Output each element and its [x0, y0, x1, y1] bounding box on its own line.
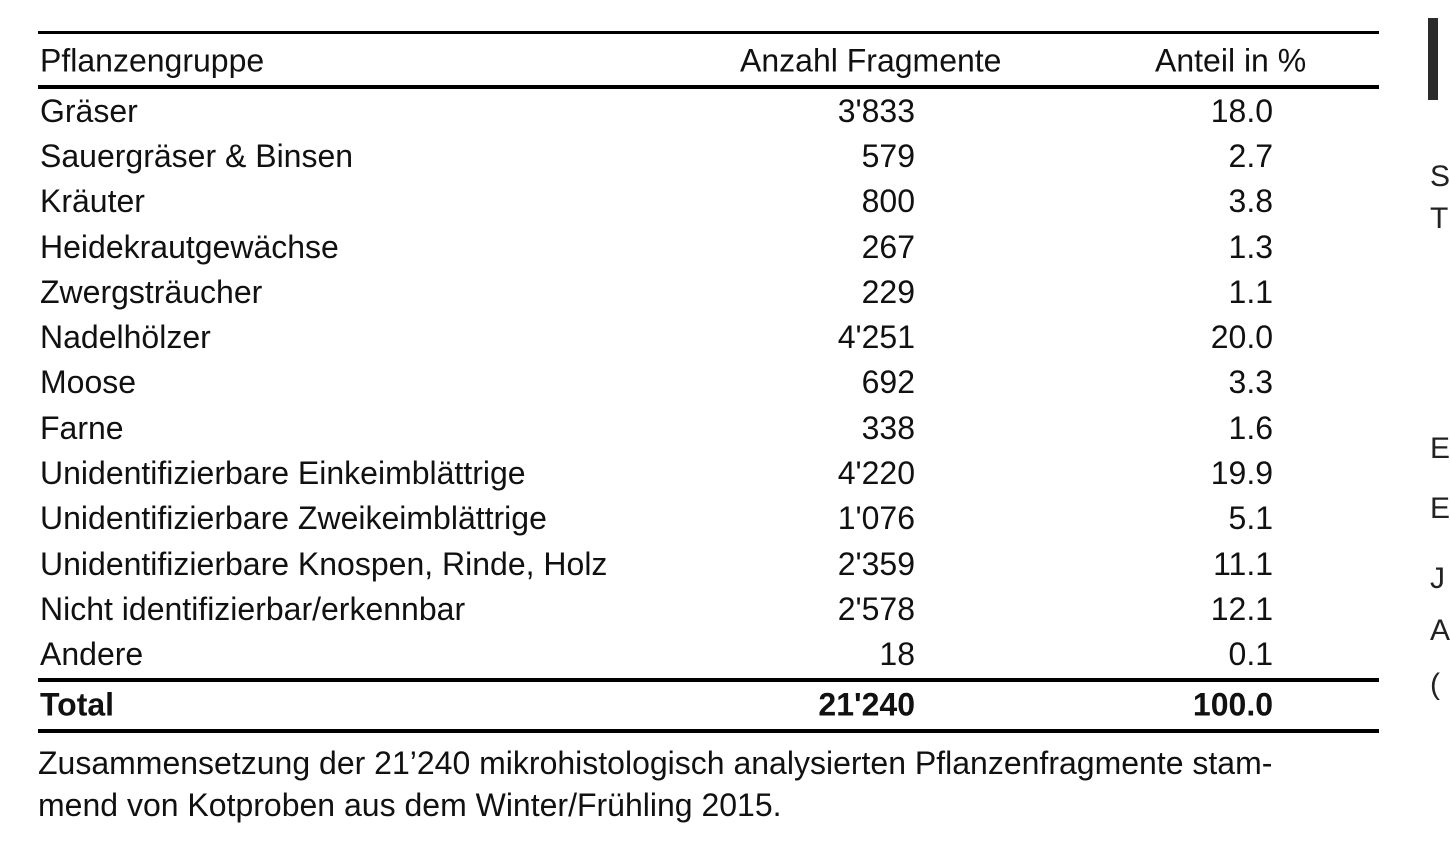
- cell-group: Kräuter: [40, 182, 145, 219]
- edge-fragment: J: [1430, 562, 1445, 595]
- cell-count: 338: [861, 409, 915, 446]
- table-row: [38, 633, 1379, 678]
- plant-fragment-table: [38, 31, 1379, 733]
- caption-line-2: mend von Kotproben aus dem Winter/Frühling 2015.: [38, 787, 782, 823]
- cell-share: 2.7: [1228, 137, 1273, 174]
- edge-fragment: E: [1430, 432, 1450, 465]
- cell-share: 3.3: [1228, 364, 1273, 401]
- cell-share: 20.0: [1210, 318, 1273, 355]
- cell-count: 1'076: [837, 500, 915, 537]
- cell-count: 692: [861, 364, 915, 401]
- header-group: Pflanzengruppe: [40, 42, 265, 79]
- table-total-row: [38, 682, 1379, 729]
- edge-fragment: S: [1430, 160, 1450, 193]
- cell-group: Andere: [40, 635, 144, 672]
- edge-fragment: (: [1430, 668, 1440, 701]
- cell-share: 0.1: [1228, 635, 1273, 672]
- edge-fragment: A: [1430, 614, 1450, 647]
- cell-group: Gräser: [40, 92, 138, 129]
- cell-count: 18: [879, 635, 915, 672]
- table-caption: [38, 742, 1368, 826]
- cell-group: Sauergräser & Binsen: [40, 137, 354, 174]
- cell-group: Nadelhölzer: [40, 318, 211, 355]
- edge-fragment: E: [1430, 492, 1450, 525]
- table-row: [38, 497, 1379, 542]
- cell-count: 4'220: [837, 454, 915, 491]
- header-count: Anzahl Fragmente: [740, 42, 1002, 79]
- cell-share: 3.8: [1228, 182, 1273, 219]
- cell-group: Nicht identifizierbar/erkennbar: [40, 590, 466, 627]
- cell-share: 1.3: [1228, 228, 1273, 265]
- header-share: Anteil in %: [1155, 42, 1307, 79]
- table-row: [38, 134, 1379, 179]
- table-header-row: [38, 34, 1379, 85]
- cell-count: 579: [861, 137, 915, 174]
- table-row: [38, 225, 1379, 270]
- table-bottom-rule: [38, 729, 1379, 733]
- cell-count: 267: [861, 228, 915, 265]
- cell-share: 18.0: [1210, 92, 1273, 129]
- table-row: [38, 406, 1379, 451]
- cell-share: 11.1: [1213, 545, 1273, 582]
- cell-share: 1.6: [1228, 409, 1273, 446]
- cell-group: Unidentifizierbare Knospen, Rinde, Holz: [40, 545, 608, 582]
- table-row: [38, 89, 1379, 134]
- cell-group: Zwergsträucher: [40, 273, 263, 310]
- table-row: [38, 587, 1379, 632]
- cell-count: 3'833: [837, 92, 915, 129]
- page-edge-bar: [1428, 18, 1438, 100]
- table-row: [38, 542, 1379, 587]
- total-count: 21'240: [818, 686, 915, 723]
- cell-group: Moose: [40, 364, 137, 401]
- cell-group: Farne: [40, 409, 124, 446]
- table-body: [38, 89, 1379, 678]
- total-share: 100.0: [1192, 686, 1273, 723]
- cell-share: 1.1: [1228, 273, 1273, 310]
- edge-fragment: T: [1430, 202, 1449, 235]
- table-row: [38, 315, 1379, 360]
- cell-group: Heidekrautgewächse: [40, 228, 339, 265]
- table-row: [38, 451, 1379, 496]
- caption-line-1: Zusammensetzung der 21’240 mikrohistologisch analysierten Pflanzenfragmente stam-: [38, 745, 1273, 781]
- cell-count: 2'578: [837, 590, 915, 627]
- cell-share: 19.9: [1210, 454, 1273, 491]
- cell-share: 5.1: [1228, 500, 1273, 537]
- table-row: [38, 270, 1379, 315]
- cell-count: 4'251: [837, 318, 915, 355]
- cell-count: 2'359: [837, 545, 915, 582]
- cell-count: 229: [861, 273, 915, 310]
- cell-count: 800: [861, 182, 915, 219]
- cell-share: 12.1: [1210, 590, 1273, 627]
- total-label: Total: [40, 686, 115, 723]
- cell-group: Unidentifizierbare Einkeimblättrige: [40, 454, 526, 491]
- table-row: [38, 361, 1379, 406]
- table-row: [38, 180, 1379, 225]
- cell-group: Unidentifizierbare Zweikeimblättrige: [40, 500, 547, 537]
